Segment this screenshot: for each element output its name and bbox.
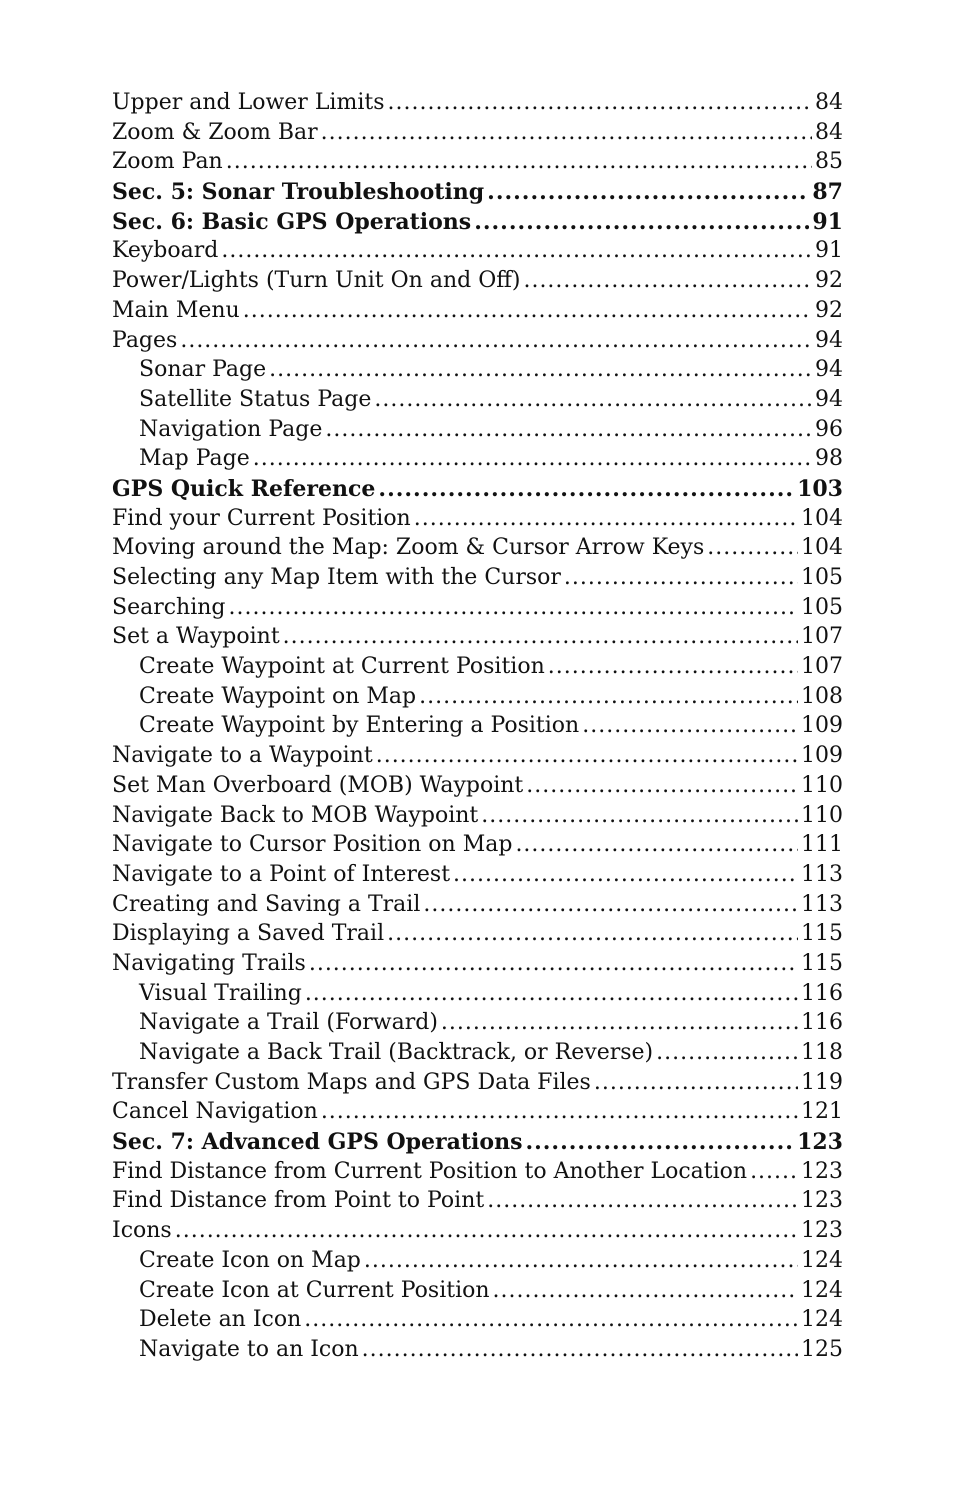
toc-entry-page-number: 105 — [801, 594, 843, 620]
toc-entry-page-number: 109 — [801, 713, 843, 739]
toc-entry-title: Sec. 7: Advanced GPS Operations — [112, 1129, 523, 1156]
toc-entry-page-number: 85 — [815, 149, 843, 175]
toc-entry[interactable] — [112, 90, 843, 120]
toc-entry-page-number: 103 — [797, 475, 843, 502]
toc-entry-page-number: 110 — [801, 802, 843, 828]
dot-leader — [226, 149, 812, 174]
toc-entry-title: Create Waypoint at Current Position — [139, 654, 545, 680]
toc-entry-title: Set Man Overboard (MOB) Waypoint — [112, 772, 524, 798]
toc-entry-title: Displaying a Saved Trail — [112, 921, 385, 947]
toc-entry-page-number: 113 — [801, 891, 843, 917]
toc-entry[interactable] — [112, 654, 843, 684]
dot-leader — [423, 892, 798, 917]
dot-leader — [487, 1188, 798, 1213]
toc-entry-title: Transfer Custom Maps and GPS Data Files — [112, 1069, 591, 1095]
toc-entry-title: Selecting any Map Item with the Cursor — [112, 565, 561, 590]
toc-entry-title: Power/Lights (Turn Unit On and Off) — [112, 268, 521, 294]
toc-entry-page-number: 115 — [801, 950, 843, 976]
toc-entry-title: Zoom Pan — [112, 149, 223, 175]
toc-entry[interactable] — [112, 387, 843, 417]
toc-entry-title: Navigate to an Icon — [139, 1336, 359, 1362]
table-of-contents — [112, 90, 843, 1367]
toc-entry[interactable] — [112, 951, 843, 981]
toc-entry-page-number: 104 — [801, 505, 843, 531]
toc-entry-title: Delete an Icon — [139, 1307, 302, 1333]
toc-entry[interactable] — [112, 149, 843, 179]
toc-entry[interactable] — [112, 1070, 843, 1100]
toc-entry-title: GPS Quick Reference — [112, 475, 376, 502]
toc-entry[interactable] — [112, 1010, 843, 1040]
toc-entry[interactable] — [112, 357, 843, 387]
toc-entry-page-number: 105 — [801, 565, 843, 590]
dot-leader — [221, 238, 812, 263]
dot-leader — [309, 951, 798, 976]
toc-entry-title: Create Icon on Map — [139, 1247, 361, 1273]
toc-entry[interactable] — [112, 713, 843, 743]
toc-entry[interactable] — [112, 120, 843, 150]
toc-entry-title: Sec. 5: Sonar Troubleshooting — [112, 179, 485, 206]
dot-leader — [362, 1337, 798, 1362]
toc-entry[interactable] — [112, 238, 843, 268]
toc-entry-title: Sec. 6: Basic GPS Operations — [112, 208, 472, 235]
toc-entry-page-number: 107 — [801, 654, 843, 680]
dot-leader — [594, 1070, 798, 1095]
toc-entry-page-number: 118 — [801, 1040, 843, 1065]
toc-entry-title: Create Icon at Current Position — [139, 1277, 490, 1303]
dot-leader — [526, 773, 798, 798]
dot-leader — [243, 298, 812, 323]
toc-entry[interactable] — [112, 981, 843, 1011]
toc-entry-page-number: 125 — [801, 1336, 843, 1362]
toc-entry[interactable] — [112, 1188, 843, 1218]
toc-entry[interactable] — [112, 535, 843, 565]
toc-entry[interactable] — [112, 1159, 843, 1189]
dot-leader — [374, 387, 812, 412]
toc-entry[interactable] — [112, 832, 843, 862]
toc-entry-page-number: 116 — [801, 1010, 843, 1036]
toc-entry-page-number: 115 — [801, 921, 843, 947]
toc-entry[interactable] — [112, 328, 843, 358]
dot-leader — [175, 1218, 798, 1243]
toc-entry[interactable] — [112, 1278, 843, 1308]
toc-entry-page-number: 123 — [801, 1158, 843, 1184]
toc-entry-title: Navigation Page — [139, 416, 323, 442]
toc-entry-title: Creating and Saving a Trail — [112, 891, 421, 917]
toc-entry[interactable] — [112, 417, 843, 447]
dot-leader — [180, 328, 812, 353]
toc-entry-title: Satellite Status Page — [139, 386, 372, 412]
toc-entry-title: Find Distance from Point to Point — [112, 1188, 485, 1214]
dot-leader — [253, 446, 812, 471]
toc-entry-page-number: 109 — [801, 743, 843, 769]
toc-entry[interactable] — [112, 624, 843, 654]
toc-entry-page-number: 123 — [801, 1218, 843, 1244]
dot-leader — [321, 1099, 798, 1124]
dot-leader — [515, 832, 798, 857]
toc-entry-page-number: 124 — [801, 1277, 843, 1303]
toc-entry-title: Navigate a Trail (Forward) — [139, 1010, 438, 1036]
toc-entry[interactable] — [112, 506, 843, 536]
dot-leader — [656, 1040, 798, 1065]
toc-entry-page-number: 113 — [801, 861, 843, 887]
toc-entry[interactable] — [112, 1337, 843, 1367]
toc-entry-title: Keyboard — [112, 238, 219, 264]
toc-entry[interactable] — [112, 565, 843, 595]
toc-entry-page-number: 119 — [801, 1069, 843, 1095]
toc-entry[interactable] — [112, 268, 843, 298]
dot-leader — [283, 624, 798, 649]
toc-entry[interactable] — [112, 773, 843, 803]
toc-entry-page-number: 124 — [801, 1247, 843, 1273]
toc-entry-title: Upper and Lower Limits — [112, 90, 385, 115]
toc-entry[interactable] — [112, 803, 843, 833]
toc-section-heading[interactable] — [112, 1129, 843, 1159]
toc-entry[interactable] — [112, 446, 843, 476]
toc-entry-title: Navigating Trails — [112, 950, 306, 976]
dot-leader — [474, 209, 809, 235]
toc-entry-title: Visual Trailing — [139, 980, 302, 1006]
dot-leader — [378, 476, 794, 502]
toc-entry[interactable] — [112, 892, 843, 922]
toc-entry[interactable] — [112, 1307, 843, 1337]
dot-leader — [523, 268, 812, 293]
dot-leader — [304, 1307, 798, 1332]
toc-entry-page-number: 108 — [801, 683, 843, 709]
dot-leader — [388, 90, 813, 115]
toc-entry-page-number: 84 — [815, 90, 843, 115]
dot-leader — [707, 535, 798, 560]
dot-leader — [387, 921, 798, 946]
dot-leader — [481, 803, 798, 828]
toc-entry-title: Create Waypoint on Map — [139, 683, 417, 709]
toc-entry-title: Navigate to a Point of Interest — [112, 861, 451, 887]
dot-leader — [229, 595, 798, 620]
toc-entry-title: Create Waypoint by Entering a Position — [139, 713, 580, 739]
toc-entry[interactable] — [112, 1248, 843, 1278]
toc-entry-page-number: 124 — [801, 1307, 843, 1333]
toc-entry-page-number: 110 — [801, 772, 843, 798]
toc-entry[interactable] — [112, 1218, 843, 1248]
toc-entry-page-number: 84 — [815, 119, 843, 145]
dot-leader — [453, 862, 798, 887]
toc-entry-page-number: 94 — [815, 327, 843, 353]
dot-leader — [582, 713, 798, 738]
toc-entry-title: Find Distance from Current Position to Another Location — [112, 1158, 748, 1184]
toc-section-heading[interactable] — [112, 209, 843, 239]
toc-entry-page-number: 107 — [801, 624, 843, 650]
toc-entry-title: Pages — [112, 327, 178, 353]
dot-leader — [419, 684, 798, 709]
toc-entry-title: Navigate to Cursor Position on Map — [112, 832, 513, 858]
toc-entry-title: Map Page — [139, 446, 250, 472]
toc-entry-page-number: 92 — [815, 268, 843, 294]
toc-entry-title: Searching — [112, 594, 226, 620]
toc-entry-page-number: 116 — [801, 980, 843, 1006]
toc-entry-title: Sonar Page — [139, 357, 267, 383]
toc-entry[interactable] — [112, 684, 843, 714]
dot-leader — [321, 120, 812, 145]
dot-leader — [564, 565, 798, 590]
toc-entry-title: Moving around the Map: Zoom & Cursor Arrow Keys — [112, 535, 705, 561]
toc-entry[interactable] — [112, 743, 843, 773]
dot-leader — [305, 981, 798, 1006]
toc-entry-page-number: 98 — [815, 446, 843, 472]
dot-leader — [269, 357, 812, 382]
toc-entry-title: Navigate a Back Trail (Backtrack, or Reverse) — [139, 1040, 654, 1065]
toc-entry-page-number: 104 — [801, 535, 843, 561]
toc-entry-title: Find your Current Position — [112, 505, 411, 531]
dot-leader — [487, 179, 809, 205]
toc-entry-title: Main Menu — [112, 297, 240, 323]
toc-entry-page-number: 123 — [801, 1188, 843, 1214]
toc-entry-page-number: 94 — [815, 386, 843, 412]
toc-entry-page-number: 94 — [815, 357, 843, 383]
toc-entry-page-number: 91 — [815, 238, 843, 264]
dot-leader — [364, 1248, 798, 1273]
toc-entry[interactable] — [112, 298, 843, 328]
toc-entry-title: Cancel Navigation — [112, 1099, 318, 1125]
toc-section-heading[interactable] — [112, 476, 843, 506]
dot-leader — [441, 1010, 798, 1035]
dot-leader — [493, 1278, 798, 1303]
toc-entry[interactable] — [112, 595, 843, 625]
toc-entry-title: Set a Waypoint — [112, 624, 280, 650]
toc-entry-title: Navigate Back to MOB Waypoint — [112, 802, 479, 828]
toc-entry-title: Icons — [112, 1218, 172, 1244]
dot-leader — [414, 506, 798, 531]
dot-leader — [525, 1129, 794, 1155]
toc-entry-page-number: 111 — [801, 832, 843, 858]
toc-entry[interactable] — [112, 862, 843, 892]
toc-entry-page-number: 91 — [812, 208, 843, 235]
toc-entry-page-number: 96 — [815, 416, 843, 442]
toc-section-heading[interactable] — [112, 179, 843, 209]
toc-entry-page-number: 87 — [812, 179, 843, 206]
toc-entry[interactable] — [112, 1040, 843, 1070]
dot-leader — [376, 743, 798, 768]
toc-entry[interactable] — [112, 921, 843, 951]
dot-leader — [750, 1159, 798, 1184]
toc-entry-title: Navigate to a Waypoint — [112, 743, 373, 769]
dot-leader — [548, 654, 798, 679]
toc-entry[interactable] — [112, 1099, 843, 1129]
toc-entry-page-number: 121 — [801, 1099, 843, 1125]
dot-leader — [325, 417, 812, 442]
toc-entry-page-number: 92 — [815, 297, 843, 323]
toc-entry-page-number: 123 — [797, 1129, 843, 1156]
toc-entry-title: Zoom & Zoom Bar — [112, 119, 318, 145]
